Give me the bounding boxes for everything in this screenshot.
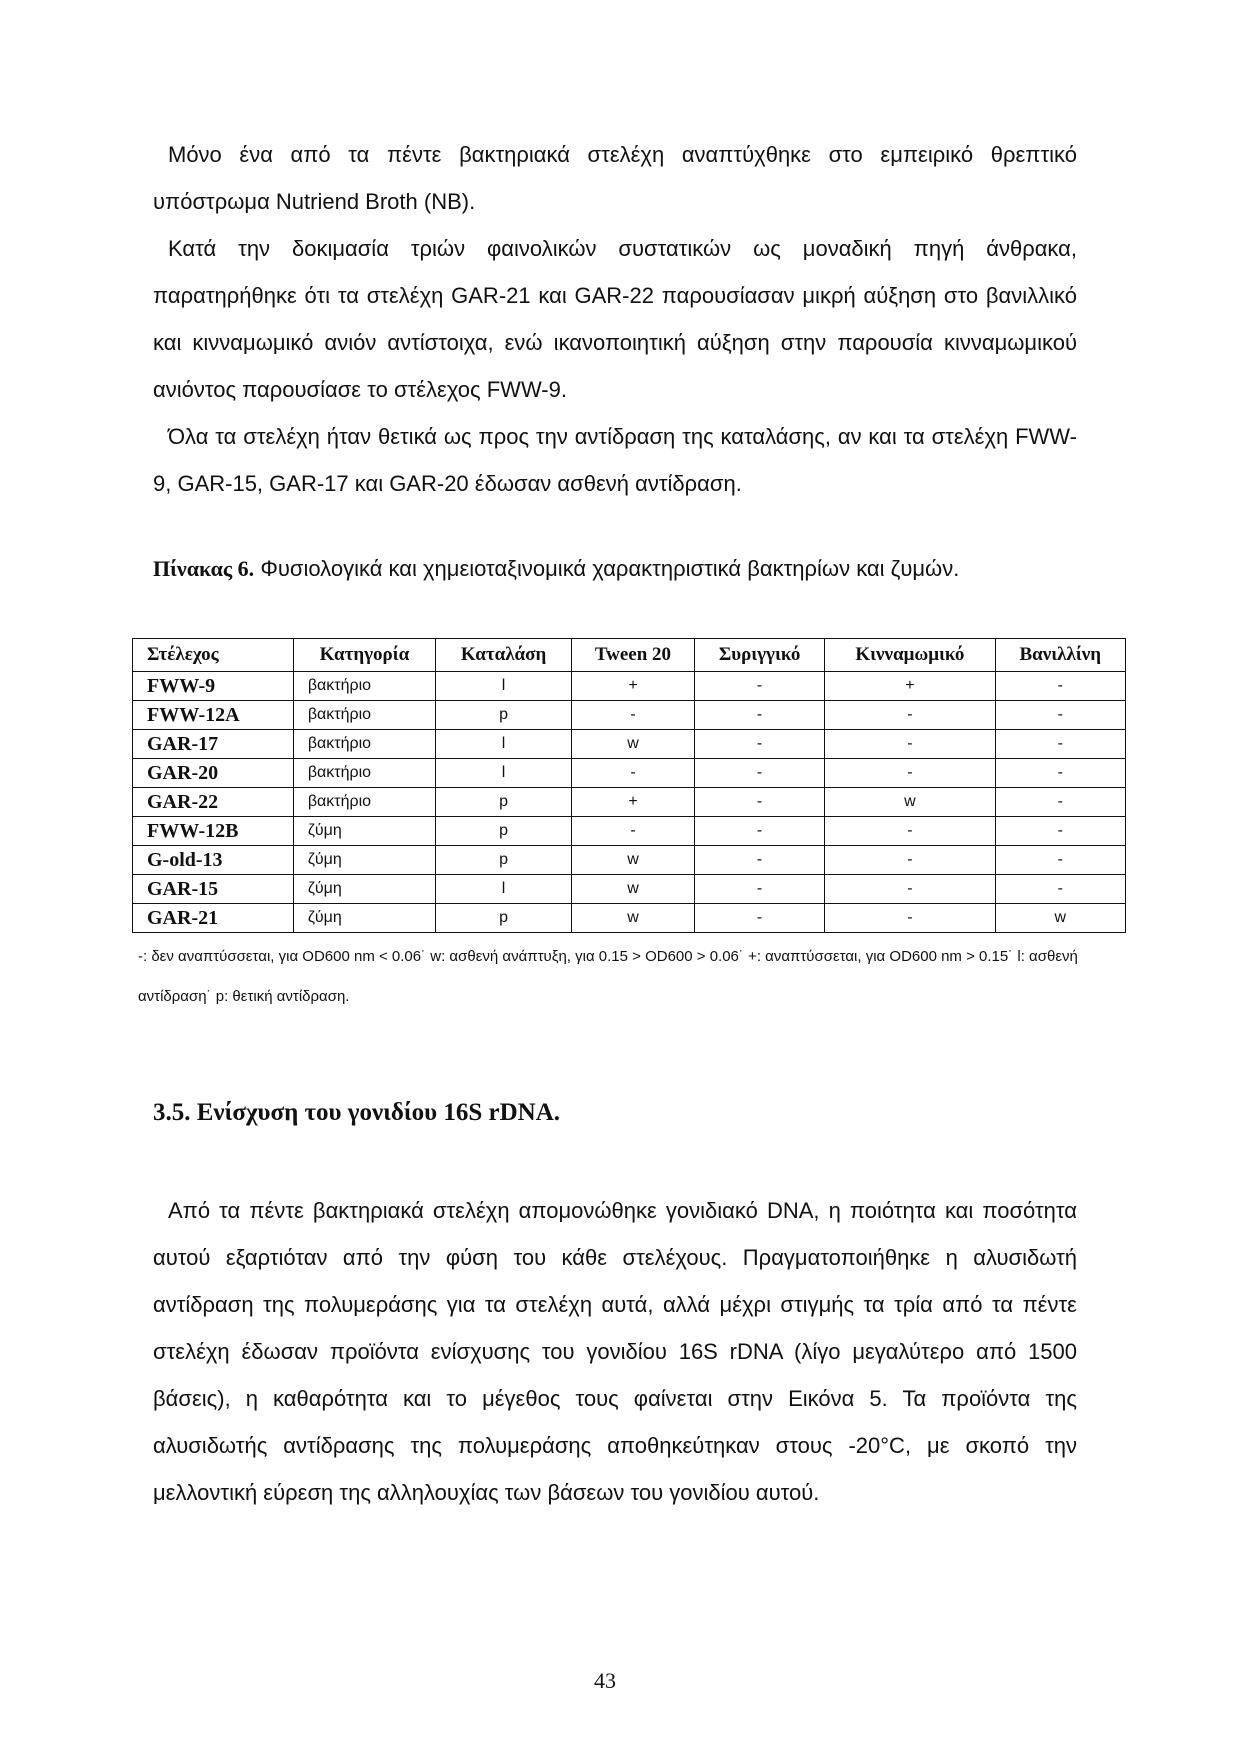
cell-cinnamic: - (825, 759, 995, 788)
cell-category: βακτήριο (293, 759, 435, 788)
cell-vanillin: - (995, 846, 1126, 875)
cell-strain: FWW-9 (133, 672, 294, 701)
table-row (133, 875, 1126, 904)
col-header-vanillin: Βανιλλίνη (995, 639, 1126, 672)
table-caption-text: Φυσιολογικά και χημειοταξινομικά χαρακτηριστικά βακτηρίων και ζυμών. (260, 556, 960, 581)
cell-catalase: l (435, 875, 571, 904)
cell-cinnamic: - (825, 846, 995, 875)
cell-strain: GAR-17 (133, 730, 294, 759)
para-3: Όλα τα στελέχη ήταν θετικά ως προς την αντίδραση της καταλάσης, αν και τα στελέχη FWW-9, GAR-15, GAR-17 και GAR-20 έδωσαν ασθενή αντίδραση. (153, 424, 1077, 496)
cell-category: ζύμη (293, 846, 435, 875)
table-note: -: δεν αναπτύσσεται, για OD600 nm < 0.06˙ w: ασθενή ανάπτυξη, για 0.15 > OD600 > 0.06˙ +: αναπτύσσεται, για OD600 nm > 0.15˙ l: ασθενή αντίδραση˙ p: θετική αντίδραση. (138, 948, 1078, 1005)
cell-category: ζύμη (293, 875, 435, 904)
cell-syringic: - (694, 701, 824, 730)
cell-tween20: w (572, 846, 695, 875)
cell-strain: GAR-20 (133, 759, 294, 788)
cell-category: βακτήριο (293, 672, 435, 701)
cell-catalase: l (435, 759, 571, 788)
cell-catalase: p (435, 817, 571, 846)
page-number: 43 (594, 1668, 616, 1693)
cell-tween20: w (572, 730, 695, 759)
cell-vanillin: - (995, 759, 1126, 788)
cell-category: βακτήριο (293, 788, 435, 817)
cell-category: βακτήριο (293, 701, 435, 730)
col-header-tween20: Tween 20 (572, 639, 695, 672)
cell-strain: GAR-22 (133, 788, 294, 817)
col-header-strain: Στέλεχος (133, 639, 294, 672)
cell-strain: GAR-15 (133, 875, 294, 904)
col-header-catalase: Καταλάση (435, 639, 571, 672)
cell-tween20: + (572, 672, 695, 701)
cell-catalase: l (435, 730, 571, 759)
cell-syringic: - (694, 846, 824, 875)
cell-tween20: - (572, 701, 695, 730)
para-1: Μόνο ένα από τα πέντε βακτηριακά στελέχη αναπτύχθηκε στο εμπειρικό θρεπτικό υπόστρωμα Nutriend Broth (NB). (153, 142, 1077, 214)
cell-catalase: p (435, 701, 571, 730)
cell-tween20: w (572, 875, 695, 904)
table-row (133, 846, 1126, 875)
cell-vanillin: - (995, 701, 1126, 730)
cell-cinnamic: w (825, 788, 995, 817)
cell-strain: FWW-12B (133, 817, 294, 846)
cell-vanillin: - (995, 817, 1126, 846)
table-caption (153, 556, 1077, 582)
cell-vanillin: - (995, 788, 1126, 817)
cell-strain: GAR-21 (133, 904, 294, 933)
cell-catalase: p (435, 846, 571, 875)
cell-cinnamic: - (825, 730, 995, 759)
cell-cinnamic: + (825, 672, 995, 701)
cell-strain: FWW-12A (133, 701, 294, 730)
cell-vanillin: w (995, 904, 1126, 933)
table-row (133, 759, 1126, 788)
cell-syringic: - (694, 875, 824, 904)
table-row (133, 904, 1126, 933)
cell-syringic: - (694, 730, 824, 759)
table-row (133, 672, 1126, 701)
cell-syringic: - (694, 759, 824, 788)
para-4: Από τα πέντε βακτηριακά στελέχη απομονώθηκε γονιδιακό DNA, η ποιότητα και ποσότητα αυτού εξαρτιόταν από την φύση του κάθε στελέχους. Πραγματοποιήθηκε η αλυσιδωτή αντίδραση της πολυμεράσης για τα στελέχη αυτά, αλλά μέχρι στιγμής τα τρία από τα πέντε στελέχη έδωσαν προϊόντα ενίσχυσης του γονιδίου 16S rDNA (λίγο μεγαλύτερο από 1500 βάσεις), η καθαρότητα και το μέγεθος τους φαίνεται στην Εικόνα 5. Τα προϊόντα της αλυσιδωτής αντίδρασης της πολυμεράσης αποθηκεύτηκαν στους -20°C, με σκοπό την μελλοντική εύρεση της αλληλουχίας των βάσεων του γονιδίου αυτού. (153, 1198, 1077, 1505)
cell-vanillin: - (995, 730, 1126, 759)
cell-syringic: - (694, 904, 824, 933)
cell-syringic: - (694, 672, 824, 701)
table-header-row (133, 639, 1126, 672)
cell-syringic: - (694, 817, 824, 846)
cell-strain: G-old-13 (133, 846, 294, 875)
table-row (133, 817, 1126, 846)
cell-category: βακτήριο (293, 730, 435, 759)
table-caption-label: Πίνακας 6. (153, 556, 255, 581)
col-header-category: Κατηγορία (293, 639, 435, 672)
para-2: Κατά την δοκιμασία τριών φαινολικών συστατικών ως μοναδική πηγή άνθρακα, παρατηρήθηκε ότι τα στελέχη GAR-21 και GAR-22 παρουσίασαν μικρή αύξηση στο βανιλλικό και κινναμωμικό ανιόν αντίστοιχα, ενώ ικανοποιητική αύξηση στην παρουσία κινναμωμικού ανιόντος παρουσίασε το στέλεχος FWW-9. (153, 236, 1077, 402)
cell-catalase: p (435, 788, 571, 817)
cell-vanillin: - (995, 672, 1126, 701)
cell-vanillin: - (995, 875, 1126, 904)
cell-cinnamic: - (825, 875, 995, 904)
cell-tween20: - (572, 759, 695, 788)
cell-cinnamic: - (825, 817, 995, 846)
table-row (133, 788, 1126, 817)
cell-catalase: p (435, 904, 571, 933)
table-row (133, 701, 1126, 730)
table-row (133, 730, 1126, 759)
cell-tween20: w (572, 904, 695, 933)
section-heading: 3.5. Ενίσχυση του γονιδίου 16S rDNA. (153, 1099, 560, 1126)
col-header-syringic: Συριγγικό (694, 639, 824, 672)
cell-tween20: - (572, 817, 695, 846)
cell-cinnamic: - (825, 904, 995, 933)
col-header-cinnamic: Κινναμωμικό (825, 639, 995, 672)
cell-catalase: l (435, 672, 571, 701)
cell-cinnamic: - (825, 701, 995, 730)
cell-syringic: - (694, 788, 824, 817)
cell-category: ζύμη (293, 817, 435, 846)
strains-table (132, 638, 1126, 933)
cell-tween20: + (572, 788, 695, 817)
cell-category: ζύμη (293, 904, 435, 933)
